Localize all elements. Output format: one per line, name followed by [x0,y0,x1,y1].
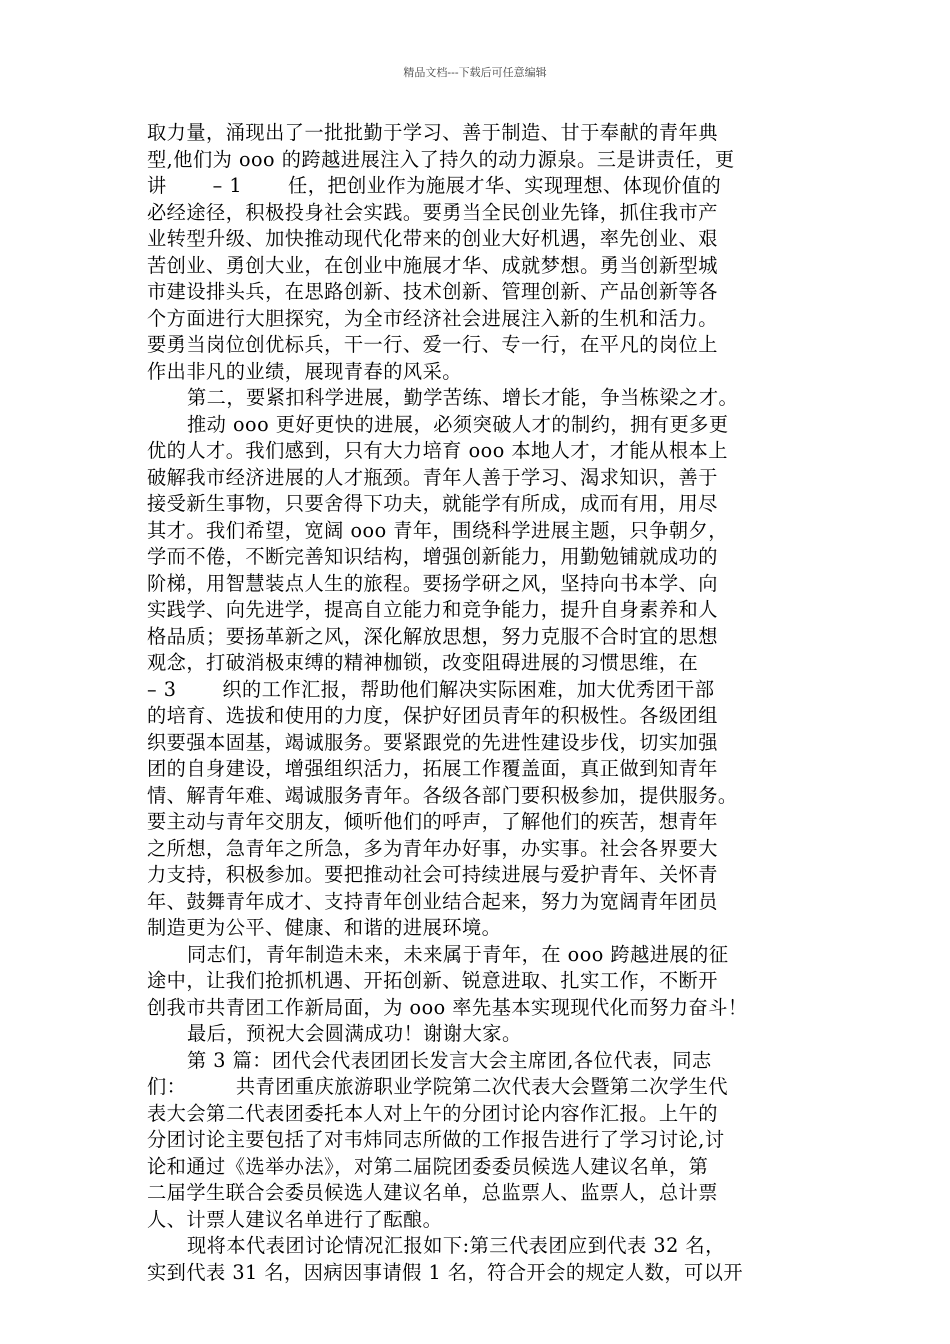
text-line: 优的人才。我们感到，只有大力培育 ooo 本地人才，才能从根本上 [147,439,728,462]
text-line: 要主动与青年交朋友，倾听他们的呼声，了解他们的疾苦，想青年 [147,810,718,833]
text-line: 取力量，涌现出了一批批勤于学习、善于制造、甘于奉献的青年典 [147,121,718,144]
text-line: 个方面进行大胆探究，为全市经济社会进展注入新的生机和活力。 [147,306,718,330]
text-line: 苦创业、勇创大业，在创业中施展才华、成就梦想。勇当创新型城 [147,253,718,277]
text-line: 织要强本固基，竭诚服务。要紧跟党的先进性建设步伐，切实加强 [147,730,718,754]
text-line: 二届学生联合会委员候选人建议名单，总监票人、监票人，总计票 [147,1181,718,1204]
text-line: 学而不倦，不断完善知识结构，增强创新能力，用勤勉铺就成功的 [147,545,718,568]
text-line: 型,他们为 ooo 的跨越进展注入了持久的动力源泉。三是讲责任，更 [147,147,735,171]
text-line: 观念，打破消极束缚的精神枷锁，改变阻碍进展的习惯思维，在 [147,651,699,674]
text-line: 情、解青年难、竭诚服务青年。各级各部门要积极参加，提供服务。 [147,783,738,807]
text-line: 之所想，急青年之所急，多为青年办好事，办实事。社会各界要大 [147,836,718,860]
text-line: 力支持，积极参加。要把推动社会可持续进展与爱护青年、关怀青 [147,863,718,886]
text-line: 必经途径，积极投身社会实践。要勇当全民创业先锋，抓住我市产 [147,200,718,224]
page-header: 精品文档---下载后可任意编辑 [403,66,547,79]
text-line: 最后，预祝大会圆满成功！谢谢大家。 [187,1022,522,1045]
text-line: 论和通过《选举办法》，对第二届院团委委员候选人建议名单，第 [147,1154,709,1178]
text-line: 的培育、选拔和使用的力度，保护好团员青年的积极性。各级团组 [147,704,718,727]
text-line: 现将本代表团讨论情况汇报如下:第三代表团应到代表 32 名， [187,1234,725,1257]
text-line: 作出非凡的业绩，展现青春的风采。 [147,359,462,383]
text-line: 第二，要紧扣科学进展，勤学苦练、增长才能，争当栋梁之才。 [187,386,739,409]
text-line: 表大会第二代表团委托本人对上午的分团讨论内容作汇报。上午的 [147,1101,718,1125]
text-line: 市建设排头兵，在思路创新、技术创新、管理创新、产品创新等各 [147,280,718,303]
text-line: 其才。我们希望，宽阔 ooo 青年，围绕科学进展主题，只争朝夕， [147,518,728,542]
text-line: 分团讨论主要包括了对韦炜同志所做的工作报告进行了学习讨论,讨 [147,1128,725,1151]
text-line: 要勇当岗位创优标兵，干一行、爱一行、专一行，在平凡的岗位上 [147,333,718,356]
text-line: 人、计票人建议名单进行了酝酿。 [147,1207,443,1231]
text-line: 讲 – 1 任，把创业作为施展才华、实现理想、体现价值的 [147,174,722,197]
text-line: 接受新生事物，只要舍得下功夫，就能学有所成，成而有用，用尽 [147,492,718,515]
text-line: 实践学、向先进学，提高自立能力和竞争能力，提升自身素养和人 [147,598,718,621]
text-line: 制造更为公平、健康、和谐的进展环境。 [147,916,502,939]
text-line: 同志们，青年制造未来，未来属于青年，在 ooo 跨越进展的征 [187,942,729,966]
text-line: 们： 共青团重庆旅游职业学院第二次代表大会暨第二次学生代 [147,1075,729,1098]
text-line: 阶梯，用智慧装点人生的旅程。要扬学研之风，坚持向书本学、向 [147,571,718,595]
text-line: – 3 织的工作汇报，帮助他们解决实际困难，加大优秀团干部 [147,677,715,701]
text-line: 格品质；要扬革新之风，深化解放思想，努力克服不合时宜的思想 [147,624,718,648]
text-line: 创我市共青团工作新局面，为 ooo 率先基本实现现代化而努力奋斗！ [147,995,748,1019]
text-line: 破解我市经济进展的人才瓶颈。青年人善于学习、渴求知识，善于 [147,465,718,489]
text-line: 团的自身建设，增强组织活力，拓展工作覆盖面，真正做到知青年 [147,757,718,780]
text-line: 推动 ooo 更好更快的进展，必须突破人才的制约，拥有更多更 [187,412,729,436]
document-body [147,120,837,1286]
text-line: 途中，让我们抢抓机遇、开拓创新、锐意进取、扎实工作，不断开 [147,969,718,992]
text-line: 业转型升级、加快推动现代化带来的创业大好机遇，率先创业、艰 [147,227,718,250]
text-line: 第 3 篇：团代会代表团团长发言大会主席团,各位代表，同志 [187,1048,712,1072]
text-line: 实到代表 31 名，因病因事请假 1 名，符合开会的规定人数，可以开 [147,1260,744,1284]
text-line: 年、鼓舞青年成才、支持青年创业结合起来，努力为宽阔青年团员 [147,889,718,913]
